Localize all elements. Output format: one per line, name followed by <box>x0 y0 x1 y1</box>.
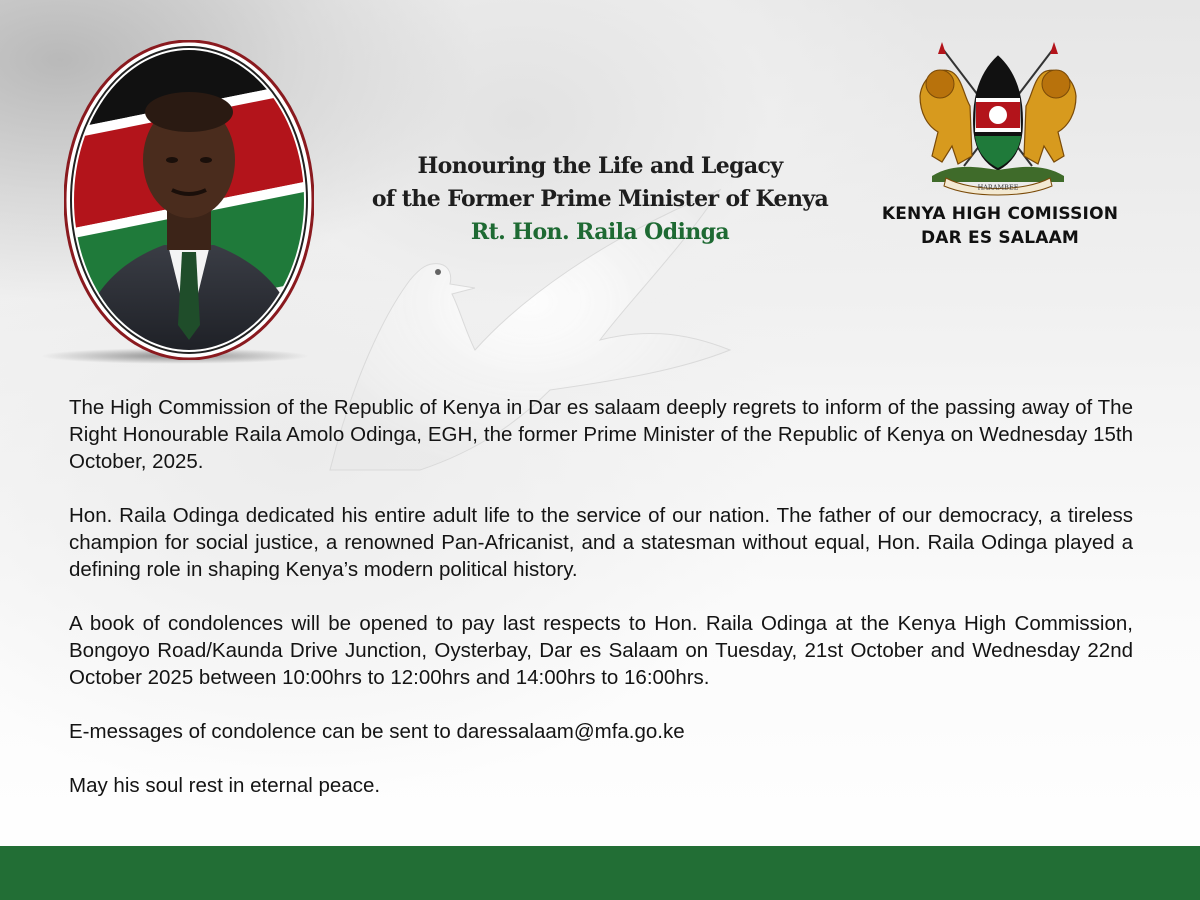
portrait-photo <box>64 40 314 360</box>
commission-title <box>870 202 1130 250</box>
commission-line-2: DAR ES SALAAM <box>920 228 1080 248</box>
paragraph-closing: May his soul rest in eternal peace. <box>69 774 381 797</box>
headline-line-1: Honouring the Life and Legacy <box>417 153 783 179</box>
paragraph-email: E-messages of condolence can be sent to daressalaam@mfa.go.ke <box>69 720 685 743</box>
kenya-coat-of-arms <box>912 36 1084 196</box>
paragraph-passing: The High Commission of the Republic of Kenya in Dar es salaam deeply regrets to inform of the passing away of The Right Honourable Raila Amolo Odinga, EGH, the former Prime Minister of the Republic of Kenya on Wednesday 15th October, 2025. <box>69 396 1133 473</box>
paragraph-condolence-book: A book of condolences will be opened to pay last respects to Hon. Raila Odinga at the Kenya High Commission, Bongoyo Road/Kaunda Drive Junction, Oysterbay, Dar es Salaam on Tuesday, 21st October and Wednesday 22nd October 2025 between 10:00hrs to 12:00hrs and 14:00hrs to 16:00hrs. <box>69 612 1133 689</box>
motto-text: HARAMBEE <box>977 183 1019 192</box>
headline-line-2: of the Former Prime Minister of Kenya <box>371 186 829 212</box>
footer-green-band <box>0 846 1200 900</box>
announcement-body <box>69 394 1133 826</box>
paragraph-tribute: Hon. Raila Odinga dedicated his entire adult life to the service of our nation. The father of our democracy, a tireless champion for social justice, a renowned Pan-Africanist, and a statesman without equal, Hon. Raila Odinga played a defining role in shaping Kenya’s modern political history. <box>69 504 1133 581</box>
honoree-name: Rt. Hon. Raila Odinga <box>470 219 730 245</box>
commission-line-1: KENYA HIGH COMISSION <box>881 204 1119 224</box>
headline <box>340 150 860 249</box>
